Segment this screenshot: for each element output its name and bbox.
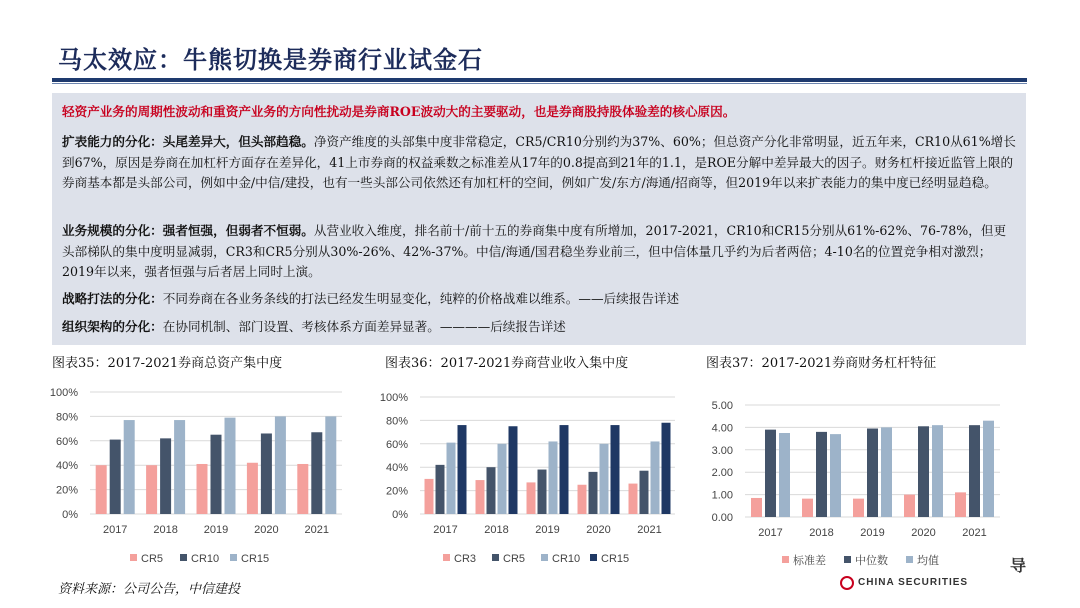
bar-CR10-2017 — [110, 440, 121, 514]
y-tick-label: 5.00 — [711, 400, 733, 412]
y-tick-label: 0.00 — [711, 512, 733, 524]
bar-CR10-2020 — [600, 444, 609, 514]
x-tick-label: 2017 — [102, 524, 128, 536]
paragraph-organization — [62, 317, 1017, 338]
legend-label: CR10 — [552, 553, 581, 565]
bar-标准差-2017 — [751, 498, 762, 517]
paragraph-organization-head: 组织架构的分化： — [62, 319, 163, 334]
bar-CR10-2017 — [447, 443, 456, 514]
legend-swatch — [541, 554, 548, 561]
bar-均值-2017 — [779, 433, 790, 517]
y-tick-label: 0% — [62, 509, 78, 521]
legend-label: CR3 — [454, 553, 477, 565]
bar-CR10-2019 — [549, 441, 558, 514]
bar-标准差-2020 — [904, 495, 915, 517]
x-tick-label: 2021 — [304, 524, 330, 536]
paragraph-strategy-body: 不同券商在各业务条线的打法已经发生明显变化，纯粹的价格战难以维系。——后续报告详述 — [162, 291, 680, 306]
y-tick-label: 100% — [49, 387, 78, 399]
company-logo-icon — [840, 576, 854, 590]
bar-CR15-2018 — [174, 420, 185, 514]
paragraph-scale-head: 业务规模的分化：强者恒强，但弱者不恒弱。 — [62, 223, 314, 238]
paragraph-organization-body: 在协同机制、部门设置、考核体系方面差异显著。————后续报告详述 — [162, 319, 566, 334]
y-tick-label: 3.00 — [711, 444, 733, 457]
y-tick-label: 4.00 — [711, 422, 733, 435]
title-rule — [52, 78, 1027, 82]
bar-CR5-2021 — [640, 471, 649, 514]
legend-swatch — [130, 554, 137, 561]
x-tick-label: 2017 — [433, 524, 458, 536]
bar-CR5-2017 — [436, 465, 445, 514]
y-tick-label: 1.00 — [711, 489, 733, 502]
chart-36-title: 图表36：2017-2021券商营业收入集中度 — [385, 356, 629, 371]
bar-CR10-2020 — [261, 433, 272, 514]
legend-label: CR15 — [241, 553, 270, 565]
y-tick-label: 60% — [385, 438, 408, 451]
x-tick-label: 2019 — [860, 527, 885, 539]
bar-CR15-2019 — [560, 425, 569, 514]
legend-label: 标准差 — [793, 555, 826, 567]
company-logo-text: CHINA SECURITIES — [858, 577, 969, 588]
y-tick-label: 80% — [55, 411, 78, 424]
bar-中位数-2021 — [969, 425, 980, 517]
paragraph-expansion-head: 扩表能力的分化：头尾差异大，但头部趋稳。 — [62, 134, 314, 149]
bar-CR3-2021 — [629, 484, 638, 514]
bar-中位数-2017 — [765, 430, 776, 517]
paragraph-expansion-body: 净资产维度的头部集中度非常稳定，CR5/CR10分别约为37%、60%；但总资产分化非常明显，近五年来，CR10从61%增长到67%，原因是券商在加杠杆方面存在差异化，41上市券商的权益乘数之标准差从17年的0.8提高到21年的1.1，是ROE分解中差异最大的因子。财务杠杆接近监管上限的券商基本都是头部公司，例如中金/中信/建投，也有一些头部公司依然还有加杠杆的空间，例如广发/东方/海通/招商等，但2019年以来扩表能力的集中度已经明显趋稳。 — [62, 134, 1016, 190]
bar-CR3-2017 — [425, 479, 434, 514]
paragraph-scale-body: 从营业收入维度，排名前十/前十五的券商集中度有所增加，2017-2021，CR10和CR15分别从61%-62%、76-78%，但更头部梯队的集中度明显减弱，CR3和CR5分别从30%-26%、42%-37%。中信/海通/国君稳坐券业前三，但中信体量几乎约为后者两倍；4-10名的位置竞争相对激烈；2019年以来，强者恒强与后者居上同时上演。 — [62, 223, 1007, 279]
y-tick-label: 60% — [55, 435, 78, 448]
legend-swatch — [492, 554, 499, 561]
bar-CR5-2018 — [487, 467, 496, 514]
legend-label: CR10 — [191, 553, 220, 565]
paragraph-expansion — [62, 132, 1017, 194]
chart-35-total-assets-concentration — [50, 380, 350, 575]
page-title: 马太效应：牛熊切换是券商行业试金石 — [58, 45, 483, 74]
chart-35-title: 图表35：2017-2021券商总资产集中度 — [52, 356, 283, 371]
legend-swatch — [844, 556, 851, 563]
title-rule-thin — [52, 83, 1027, 84]
chart-37-leverage-features — [700, 380, 1005, 575]
bar-CR3-2019 — [527, 482, 536, 514]
bar-均值-2019 — [881, 427, 892, 517]
x-tick-label: 2017 — [758, 527, 783, 539]
bar-CR3-2020 — [578, 485, 587, 514]
legend-label: 均值 — [917, 555, 939, 567]
x-tick-label: 2018 — [809, 527, 834, 539]
x-tick-label: 2019 — [203, 524, 229, 536]
legend-label: 中位数 — [855, 555, 888, 567]
y-tick-label: 0% — [392, 509, 408, 521]
legend-swatch — [443, 554, 450, 561]
source-note: 资料来源：公司公告，中信建投 — [58, 582, 241, 597]
y-tick-label: 2.00 — [711, 467, 733, 480]
bar-中位数-2018 — [816, 432, 827, 517]
x-tick-label: 2018 — [153, 524, 178, 536]
bar-标准差-2019 — [853, 499, 864, 517]
y-tick-label: 40% — [55, 460, 78, 473]
lead-sentence: 轻资产业务的周期性波动和重资产业务的方向性扰动是券商ROE波动大的主要驱动，也是券商股持股体验差的核心原因。 — [62, 104, 736, 119]
bar-CR5-2020 — [589, 472, 598, 514]
chart-37-title: 图表37：2017-2021券商财务杠杆特征 — [706, 356, 937, 371]
bar-CR5-2019 — [197, 464, 208, 514]
y-tick-label: 20% — [385, 485, 408, 498]
bar-均值-2021 — [983, 421, 994, 517]
y-tick-label: 20% — [55, 484, 78, 497]
legend-swatch — [180, 554, 187, 561]
bar-中位数-2020 — [918, 426, 929, 517]
x-tick-label: 2021 — [637, 524, 662, 536]
bar-CR15-2019 — [225, 418, 236, 514]
paragraph-strategy — [62, 289, 1017, 310]
x-tick-label: 2019 — [535, 524, 560, 536]
legend-label: CR5 — [141, 553, 164, 565]
legend-label: CR15 — [601, 553, 630, 565]
legend-swatch — [782, 556, 789, 563]
bar-均值-2018 — [830, 434, 841, 517]
bar-CR15-2017 — [458, 425, 467, 514]
paragraph-scale — [62, 221, 1017, 283]
y-tick-label: 100% — [379, 392, 408, 404]
bar-标准差-2021 — [955, 492, 966, 517]
legend-swatch — [906, 556, 913, 563]
bar-CR5-2021 — [297, 464, 308, 514]
bar-CR3-2018 — [476, 480, 485, 514]
bar-CR5-2017 — [96, 465, 107, 514]
bar-中位数-2019 — [867, 429, 878, 517]
bar-CR10-2021 — [651, 441, 660, 514]
bar-标准差-2018 — [802, 499, 813, 517]
bar-CR10-2019 — [211, 435, 222, 514]
x-tick-label: 2021 — [962, 527, 987, 539]
x-tick-label: 2020 — [586, 524, 611, 536]
legend-swatch — [590, 554, 597, 561]
bar-CR15-2021 — [662, 423, 671, 514]
legend-swatch — [230, 554, 237, 561]
y-tick-label: 40% — [385, 462, 408, 475]
bar-CR15-2020 — [611, 425, 620, 514]
bar-CR10-2018 — [160, 438, 171, 514]
bar-CR15-2018 — [509, 426, 518, 514]
bar-CR10-2021 — [311, 432, 322, 514]
y-tick-label: 80% — [385, 415, 408, 428]
bar-CR5-2020 — [247, 463, 258, 514]
legend-label: CR5 — [503, 553, 526, 565]
bar-均值-2020 — [932, 425, 943, 517]
bar-CR10-2018 — [498, 444, 507, 514]
bar-CR15-2021 — [325, 416, 336, 514]
bar-CR15-2017 — [124, 420, 135, 514]
x-tick-label: 2020 — [254, 524, 279, 536]
paragraph-strategy-head: 战略打法的分化： — [62, 291, 163, 306]
bar-CR5-2019 — [538, 470, 547, 514]
x-tick-label: 2020 — [911, 527, 936, 539]
logo-partial-character: 导 — [1010, 556, 1027, 575]
bar-CR5-2018 — [146, 465, 157, 514]
chart-36-revenue-concentration — [375, 380, 685, 575]
bar-CR15-2020 — [275, 416, 286, 514]
x-tick-label: 2018 — [484, 524, 509, 536]
